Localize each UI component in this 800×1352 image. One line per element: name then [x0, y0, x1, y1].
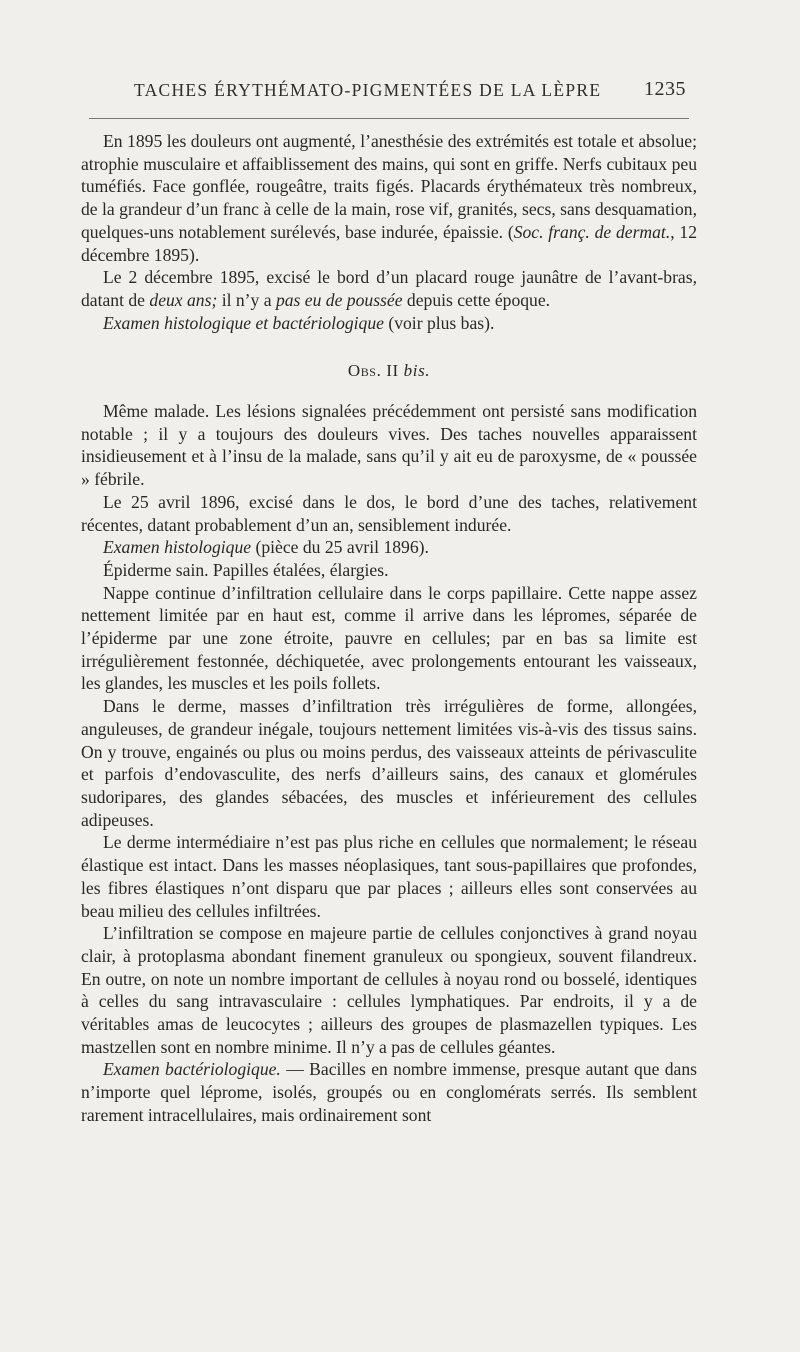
paragraph-excision-1895: Le 2 décembre 1895, excisé le bord d’un placard rouge jaunâtre de l’avant-bras, datant de deux ans; il n’y a pas eu de poussée depuis cette époque.	[81, 267, 697, 310]
paragraph-epidermis: Épiderme sain. Papilles étalées, élargies.	[103, 559, 389, 580]
paragraph-infiltration-layer: Nappe continue d’infiltration cellulaire dans le corps papillaire. Cette nappe assez nettement limitée par en haut est, comme il arrive dans les lépromes, séparée de l’épiderme par une zone étroite, pauvre en cellules; par en bas sa limite est irrégulièrement festonnée, déchiquetée, avec prolongements entourant les vaisseaux, les glandes, les muscles et les poils follets.	[81, 582, 697, 694]
paragraph-bacteriology: Examen bactériologique. — Bacilles en nombre immense, presque autant que dans n’importe quel léprome, isolés, groupés ou en conglomérats serrés. Ils semblent rarement intracellulaires, mais ordinairement sont	[81, 1059, 697, 1125]
citation-reference: Soc. franç. de dermat.	[513, 221, 671, 242]
running-title: TACHES ÉRYTHÉMATO-PIGMENTÉES DE LA LÈPRE	[134, 80, 602, 100]
observation-heading: Obs. II bis.	[347, 361, 431, 381]
page-number: 1235	[644, 78, 686, 100]
header-rule	[89, 118, 689, 119]
paragraph-dermis-masses: Dans le derme, masses d’infiltration très irrégulières de forme, allongées, anguleuses, de grandeur inégale, toujours nettement limitées vis-à-vis des tissus sains. On y trouve, engainés ou plus ou moins perdus, des vaisseaux atteints de périvasculite et parfois d’endovasculite, des nerfs d’ailleurs sains, des canaux et glomérules sudoripares, des glandes sébacées, des muscles et inférieurement des cellules adipeuses.	[81, 696, 697, 830]
paragraph-exam-reference: Examen histologique et bactériologique (voir plus bas).	[103, 312, 495, 333]
paragraph-excision-1896: Le 25 avril 1896, excisé dans le dos, le bord d’une des taches, relativement récentes, datant probablement d’un an, sensiblement indurée.	[81, 491, 697, 535]
page-header	[86, 76, 690, 106]
body-text	[81, 130, 697, 1127]
paragraph-intermediate-dermis: Le derme intermédiaire n’est pas plus riche en cellules que normalement; le réseau élastique est intact. Dans les masses néoplasiques, tant sous-papillaires que profondes, les fibres élastiques n’ont disparu que par places ; ailleurs elles sont conservées au beau milieu des cellules infiltrées.	[81, 832, 697, 921]
paragraph-1995-symptoms: En 1895 les douleurs ont augmenté, l’anesthésie des extrémités est totale et absolue; atrophie musculaire et affaiblissement des mains, qui sont en griffe. Nerfs cubitaux peu tuméfiés. Face gonflée, rougeâtre, traits figés. Placards érythémateux très nombreux, de la grandeur d’un franc à celle de la main, rose vif, granités, secs, sans desquamation, quelques-uns notablement surélevés, base indurée, épaissie. (Soc. franç. de dermat., 12 décembre 1895).	[81, 131, 698, 265]
paragraph-same-patient: Même malade. Les lésions signalées précédemment ont persisté sans modification notable ; il y a toujours des douleurs vives. Des taches nouvelles apparaissent insidieusement et à l’insu de la malade, sans qu’il y ait eu de paroxysme, de « poussée » fébrile.	[81, 401, 697, 490]
paragraph-histology-title: Examen histologique (pièce du 25 avril 1896).	[103, 537, 429, 558]
paragraph-infiltration-composition: L’infiltration se compose en majeure partie de cellules conjonctives à grand noyau clair, à protoplasma abondant finement granuleux ou spongieux, souvent filandreux. En outre, on note un nombre important de cellules à noyau rond ou bosselé, identiques à celles du sang intravasculaire : cellules lymphatiques. Par endroits, il y a de véritables amas de leucocytes ; ailleurs des groupes de plasmazellen typiques. Les mastzellen sont en nombre minime. Il n’y a pas de cellules géantes.	[81, 923, 697, 1057]
